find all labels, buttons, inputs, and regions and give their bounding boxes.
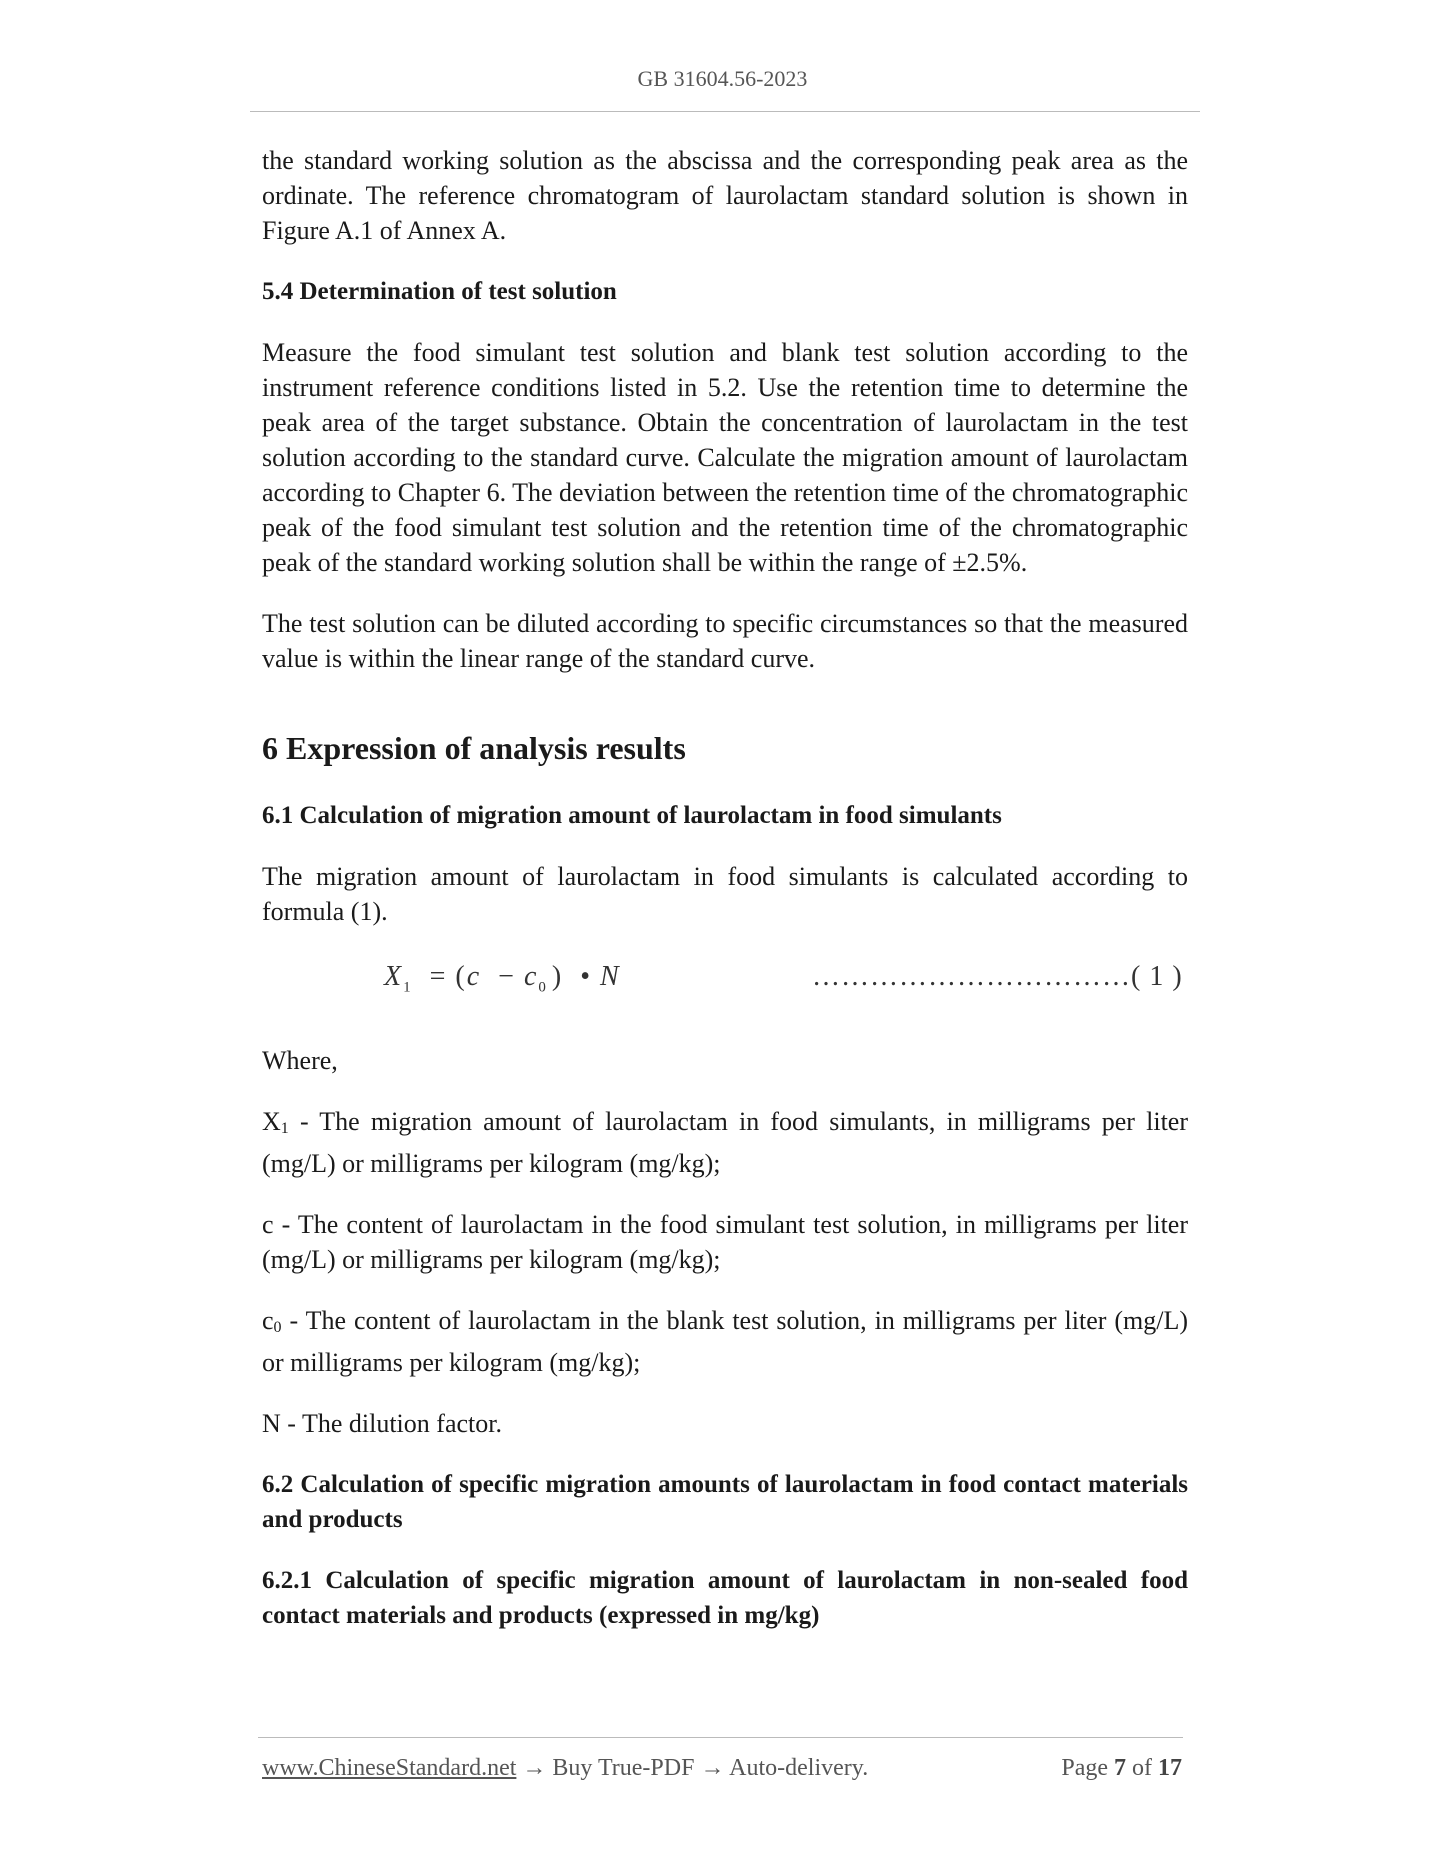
definition-n: N - The dilution factor. bbox=[262, 1409, 502, 1438]
definition-c0-text: - The content of laurolactam in the blank test solution, in milligrams per liter (mg/L) or milligrams per kilogram (mg/kg); bbox=[262, 1306, 1188, 1377]
formula-sub-1: 1 bbox=[403, 979, 413, 996]
definition-x1-symbol: X bbox=[262, 1107, 281, 1136]
page-of-label: of bbox=[1126, 1755, 1158, 1781]
definition-x1-subscript: 1 bbox=[280, 1120, 289, 1137]
formula-dot: • bbox=[580, 961, 593, 992]
paragraph-5-4-b: The test solution can be diluted according to specific circumstances so that the measured value is within the linear range of the standard curve. bbox=[262, 609, 1188, 673]
formula-open-paren: ( bbox=[455, 961, 467, 992]
formula-leader-dots: …………………………… bbox=[812, 961, 1131, 992]
footer-rule bbox=[258, 1737, 1183, 1738]
definition-c: c - The content of laurolactam in the food simulant test solution, in milligrams per liter (mg/L) or milligrams per kilogram (mg/kg); bbox=[262, 1210, 1188, 1274]
formula-var-c: c bbox=[466, 961, 482, 992]
definition-x1 bbox=[262, 1104, 1188, 1181]
formula-equals: = bbox=[429, 961, 448, 992]
heading-5-4: 5.4 Determination of test solution bbox=[262, 278, 617, 305]
definition-x1-text: - The migration amount of laurolactam in food simulants, in milligrams per liter (mg/L) or milligrams per kilogram (mg/kg); bbox=[262, 1107, 1188, 1178]
formula-var-n: N bbox=[600, 961, 621, 992]
definition-c0-subscript: 0 bbox=[273, 1319, 282, 1336]
heading-6-1: 6.1 Calculation of migration amount of laurolactam in food simulants bbox=[262, 802, 1002, 829]
footer-left bbox=[262, 1755, 868, 1782]
paragraph-5-4-a: Measure the food simulant test solution and blank test solution according to the instrument reference conditions listed in 5.2. Use the retention time to determine the peak area of the target substance. Obtain the concentration of laurolactam in the test solution according to the standard curve. Calculate the migration amount of laurolactam according to Chapter 6. The deviation between the retention time of the chromatographic peak of the food simulant test solution and the retention time of the chromatographic peak of the standard working solution shall be within the range of ±2.5%. bbox=[262, 338, 1188, 577]
page-total: 17 bbox=[1158, 1755, 1182, 1781]
page-footer bbox=[262, 1755, 1182, 1787]
footer-website-link[interactable]: www.ChineseStandard.net bbox=[262, 1755, 517, 1781]
footer-delivery-text: → Auto-delivery. bbox=[700, 1755, 869, 1781]
formula-expression bbox=[384, 961, 621, 997]
footer-buy-text: → Buy True-PDF bbox=[516, 1755, 701, 1781]
definition-c0-symbol: c bbox=[262, 1306, 274, 1335]
paragraph-where: Where, bbox=[262, 1046, 338, 1075]
formula-minus: − bbox=[498, 961, 516, 992]
formula-number bbox=[812, 961, 1183, 993]
formula-equation-number: ( 1 ) bbox=[1131, 961, 1183, 992]
formula-var-x: X bbox=[384, 961, 404, 992]
page-current: 7 bbox=[1114, 1755, 1126, 1781]
page-label: Page bbox=[1061, 1755, 1114, 1781]
formula-1 bbox=[262, 955, 1188, 1005]
formula-close-paren: ) bbox=[551, 961, 564, 992]
paragraph-intro: the standard working solution as the abscissa and the corresponding peak area as the ordinate. The reference chromatogram of laurolactam standard solution is shown in Figure A.1 of Annex A. bbox=[262, 146, 1188, 245]
footer-page-number bbox=[1061, 1755, 1182, 1782]
heading-6: 6 Expression of analysis results bbox=[262, 730, 686, 766]
definition-c0 bbox=[262, 1303, 1188, 1380]
document-body bbox=[262, 143, 1188, 1659]
header-rule bbox=[250, 111, 1200, 112]
heading-6-2: 6.2 Calculation of specific migration amounts of laurolactam in food contact materials and products bbox=[262, 1471, 1188, 1533]
heading-6-2-1: 6.2.1 Calculation of specific migration amount of laurolactam in non-sealed food contact materials and products (expressed in mg/kg) bbox=[262, 1567, 1188, 1629]
formula-sub-0: 0 bbox=[538, 979, 548, 996]
page-header-title: GB 31604.56-2023 bbox=[637, 66, 808, 91]
paragraph-6-1: The migration amount of laurolactam in food simulants is calculated according to formula (1). bbox=[262, 862, 1188, 926]
formula-var-c0: c bbox=[523, 961, 539, 992]
